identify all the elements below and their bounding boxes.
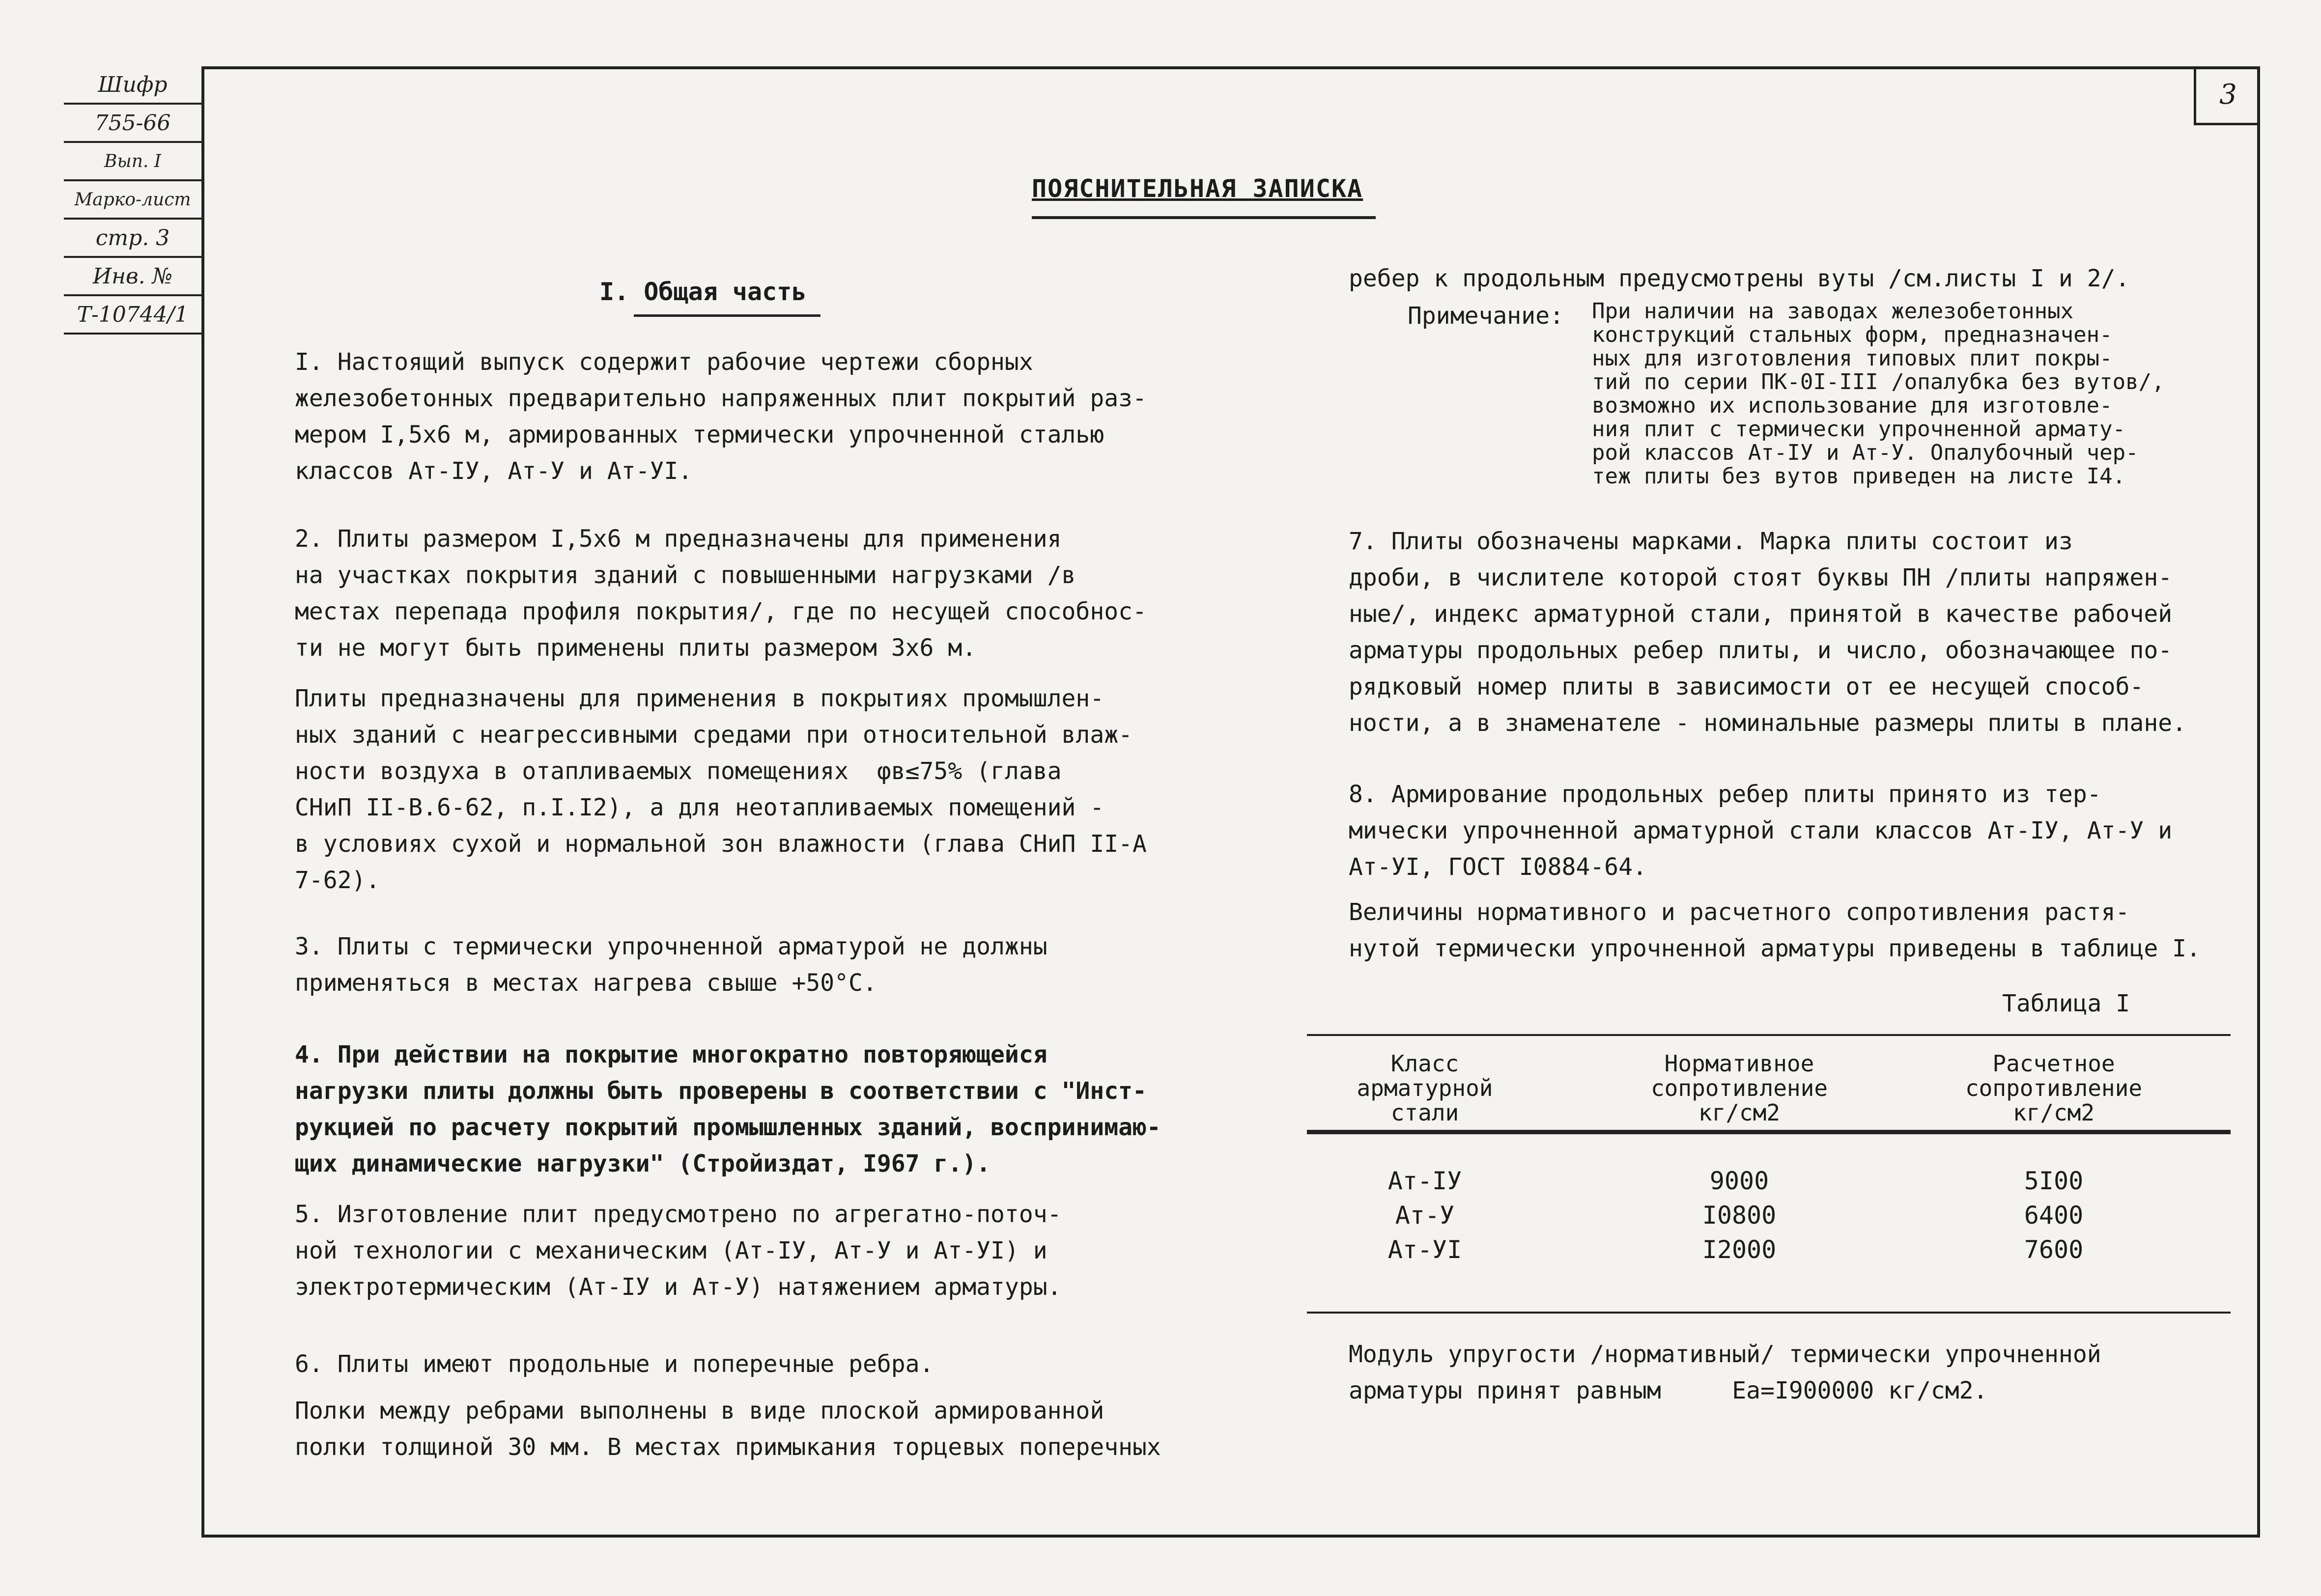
page-number: 3	[2194, 66, 2260, 125]
table-cell: I2000	[1702, 1235, 1777, 1264]
note-text: При наличии на заводах железобетонных конструкций стальных форм, предназначен- ных для изготовления типовых плит покры- тий по серии ПК-0I-III /опалубка без вутов/, возможно их использование для изготовле- ния плит с термически упрочненной армату- рой классов Ат-IУ и Ат-У. Опалубочный чер- теж плиты без вутов приведен на листе I4.	[1592, 299, 2165, 489]
stamp-inv-label: Инв. №	[64, 258, 201, 296]
table-top-rule	[1307, 1034, 2231, 1036]
paragraph-2: 2. Плиты размером I,5х6 м предназначены для применения на участках покрытия зданий с повышенными нагрузками /в местах перепада профиля покрытия/, где по несущей способнос- ти не могут быть применены плиты размером 3х6 м.	[295, 525, 1147, 662]
stamp-inv-number: Т-10744/1	[64, 296, 201, 335]
note-label: Примечание:	[1408, 302, 1564, 330]
stamp-cipher-label: Шифр	[64, 66, 201, 105]
table-cell: 9000	[1709, 1167, 1769, 1195]
table-caption: Таблица I	[2002, 990, 2130, 1017]
right-paragraph-5: Модуль упругости /нормативный/ термически упрочненной арматуры принят равным Eа=I900000 кг/см2.	[1349, 1341, 2101, 1404]
right-paragraph-4: Величины нормативного и расчетного сопротивления растя- нутой термически упрочненной арматуры приведены в таблице I.	[1349, 898, 2201, 962]
stamp-cipher-code: 755-66	[64, 105, 201, 143]
table-cell: 7600	[2024, 1235, 2084, 1264]
table-cell: I0800	[1702, 1201, 1777, 1230]
table-cell: Ат-IУ	[1387, 1167, 1462, 1195]
title-underline	[1032, 216, 1376, 219]
paragraph-5: 4. При действии на покрытие многократно повторяющейся нагрузки плиты должны быть проверены в соответствии с "Инст- рукцией по расчету покрытий промышленных зданий, воспринимаю- щих динамические нагрузки" (Стройиздат, I967 г.).	[295, 1041, 1161, 1177]
table-cell: 5I00	[2024, 1167, 2084, 1195]
section-underline	[634, 314, 821, 317]
paragraph-1: I. Настоящий выпуск содержит рабочие чертежи сборных железобетонных предварительно напряженных плит покрытий раз- мером I,5х6 м, армированных термически упрочненной сталью классов Ат-IУ, Ат-У и Ат-УI.	[295, 348, 1147, 485]
stamp-issue: Вып. I	[64, 143, 201, 181]
table-header-class: Класс арматурной стали	[1357, 1050, 1493, 1126]
paragraph-6: 5. Изготовление плит предусмотрено по агрегатно-поточ- ной технологии с механическим (Ат-IУ, Ат-У и Ат-УI) и электротермическим (Ат-IУ и Ат-У) натяжением арматуры.	[295, 1201, 1062, 1301]
stamp-mark-sheet: Марко-лист	[64, 181, 201, 220]
paragraph-4: 3. Плиты с термически упрочненной арматурой не должны применяться в местах нагрева свыше +50°С.	[295, 933, 1047, 997]
right-paragraph-1: ребер к продольным предусмотрены вуты /см.листы I и 2/.	[1349, 265, 2130, 292]
title-stamp	[64, 66, 204, 327]
paragraph-7: 6. Плиты имеют продольные и поперечные ребра.	[295, 1350, 934, 1378]
page-title: ПОЯСНИТЕЛЬНАЯ ЗАПИСКА	[1032, 174, 1363, 203]
table-header-normative: Нормативное сопротивление кг/см2	[1650, 1050, 1828, 1126]
right-paragraph-2: 7. Плиты обозначены марками. Марка плиты состоит из дроби, в числителе которой стоят буквы ПН /плиты напряжен- ные/, индекс арматурной стали, принятой в качестве рабочей арматуры продольных ребер плиты, и число, обозначающее по- рядковый номер плиты в зависимости от ее несущей способ- ности, а в знаменателе - номинальные размеры плиты в плане.	[1349, 528, 2187, 737]
stamp-page: стр. 3	[64, 220, 201, 258]
paragraph-3: Плиты предназначены для применения в покрытиях промышлен- ных зданий с неагрессивными средами при относительной влаж- ности воздуха в отапливаемых помещениях φв≤75% (глава СНиП II-В.6-62, п.I.I2), а для неотапливаемых помещений - в условиях сухой и нормальной зон влажности (глава СНиП II-А 7-62).	[295, 685, 1147, 894]
table-cell: Ат-У	[1395, 1201, 1455, 1230]
section-title: I. Общая часть	[599, 278, 807, 306]
table-header-design: Расчетное сопротивление кг/см2	[1965, 1050, 2143, 1126]
right-paragraph-3: 8. Армирование продольных ребер плиты принято из тер- мически упрочненной арматурной стали классов Ат-IУ, Ат-У и Ат-УI, ГОСТ I0884-64.	[1349, 781, 2173, 881]
table-cell: Ат-УI	[1387, 1235, 1462, 1264]
table-cell: 6400	[2024, 1201, 2084, 1230]
table-bottom-rule	[1307, 1312, 2231, 1314]
table-header-rule	[1307, 1130, 2231, 1134]
paragraph-8: Полки между ребрами выполнены в виде плоской армированной полки толщиной 30 мм. В местах примыкания торцевых поперечных	[295, 1397, 1161, 1461]
